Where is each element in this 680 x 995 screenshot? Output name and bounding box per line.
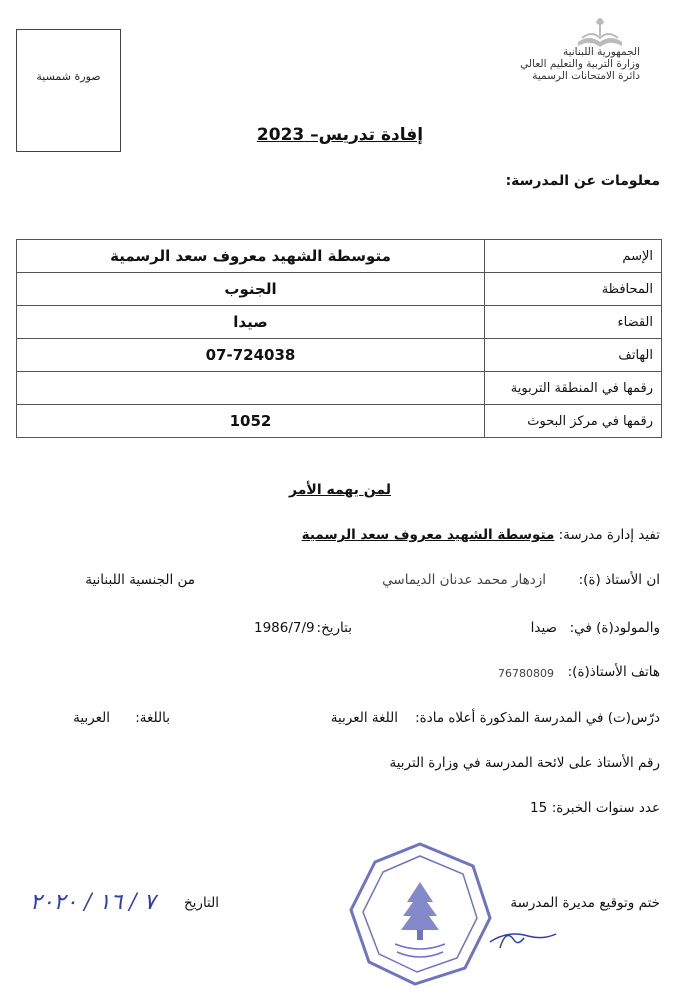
photo-label: صورة شمسية bbox=[36, 70, 101, 83]
row-value-governorate: الجنوب bbox=[17, 273, 485, 306]
table-row bbox=[17, 273, 662, 306]
born-place: صيدا bbox=[530, 620, 557, 636]
row-value-name: متوسطة الشهيد معروف سعد الرسمية bbox=[17, 240, 485, 273]
birth-date: 1986/7/9 bbox=[254, 620, 315, 636]
subject: اللغة العربية bbox=[330, 710, 398, 726]
row-label-edu-zone: رقمها في المنطقة التربوية bbox=[485, 372, 662, 405]
handwritten-date: ٧ / ١٦ / ٢٠٢٠ bbox=[30, 890, 156, 915]
phone-value: 76780809 bbox=[498, 667, 554, 680]
teacher-label: ان الأستاذ (ة): bbox=[578, 572, 660, 588]
signature-icon bbox=[488, 920, 558, 950]
experience-value: 15 bbox=[530, 800, 548, 816]
gov-line-3: دائرة الامتحانات الرسمية bbox=[532, 70, 640, 82]
row-label-research-center: رقمها في مركز البحوث bbox=[485, 405, 662, 438]
nationality: من الجنسية اللبنانية bbox=[85, 572, 195, 588]
stamp-label: ختم وتوقيع مديرة المدرسة bbox=[510, 895, 660, 911]
row-value-district: صيدا bbox=[17, 306, 485, 339]
language-label: باللغة: bbox=[135, 710, 170, 726]
phone-label: هاتف الأستاذ(ة): bbox=[567, 664, 660, 680]
row-label-governorate: المحافظة bbox=[485, 273, 662, 306]
row-label-phone: الهاتف bbox=[485, 339, 662, 372]
school-info-table bbox=[16, 239, 662, 438]
intro-line bbox=[302, 527, 660, 543]
born-label: والمولود(ة) في: bbox=[569, 620, 660, 636]
language-value: العربية bbox=[73, 710, 110, 726]
taught-label: درّس(ت) في المدرسة المذكورة أعلاه مادة: bbox=[415, 710, 660, 726]
table-row bbox=[17, 372, 662, 405]
table-row bbox=[17, 339, 662, 372]
row-label-name: الإسم bbox=[485, 240, 662, 273]
row-value-edu-zone bbox=[17, 372, 485, 405]
table-row bbox=[17, 405, 662, 438]
table-row bbox=[17, 306, 662, 339]
gov-line-1: الجمهورية اللبنانية bbox=[562, 46, 640, 58]
experience-label: عدد سنوات الخبرة: bbox=[551, 800, 660, 816]
row-value-phone: 07-724038 bbox=[17, 339, 485, 372]
gov-line-2: وزارة التربية والتعليم العالي bbox=[520, 58, 640, 70]
date-footer-label: التاريخ bbox=[183, 895, 219, 911]
row-label-district: القضاء bbox=[485, 306, 662, 339]
section-title: معلومات عن المدرسة: bbox=[505, 173, 660, 189]
intro-school: متوسطة الشهيد معروف سعد الرسمية bbox=[301, 527, 555, 543]
row-value-research-center: 1052 bbox=[17, 405, 485, 438]
concern-title: لمن يهمه الأمر bbox=[289, 482, 391, 498]
date-label: بتاريخ: bbox=[316, 620, 352, 636]
government-header bbox=[520, 46, 640, 82]
official-stamp-icon bbox=[345, 838, 495, 988]
table-row bbox=[17, 240, 662, 273]
document-title: إفادة تدريس– 2023 bbox=[256, 125, 424, 145]
ministry-line: رقم الأستاذ على لائحة المدرسة في وزارة التربية bbox=[389, 755, 660, 771]
teacher-name: ازدهار محمد عدنان الديماسي bbox=[382, 572, 546, 588]
intro-label: تفيد إدارة مدرسة: bbox=[558, 527, 660, 543]
